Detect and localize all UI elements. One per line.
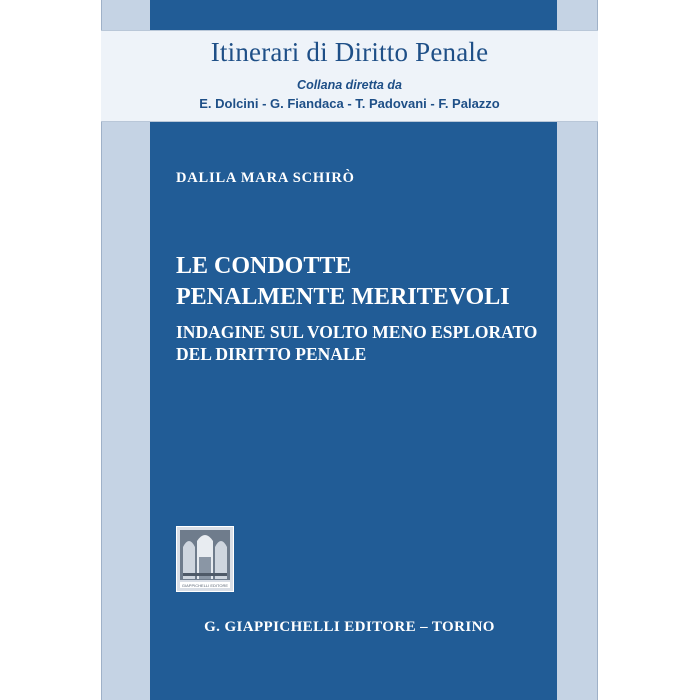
logo-caption: GIAPPICHELLI EDITORE xyxy=(181,583,229,588)
book-title-line-1: LE CONDOTTE xyxy=(176,253,352,279)
series-direction-label: Collana diretta da xyxy=(297,78,402,92)
book-subtitle-line-1: INDAGINE SUL VOLTO MENO ESPLORATO xyxy=(176,322,538,342)
book-title xyxy=(176,251,546,313)
series-header xyxy=(101,30,598,122)
publisher-logo-image xyxy=(177,527,233,591)
series-title: Itinerari di Diritto Penale xyxy=(210,37,489,67)
book-title-line-2: PENALMENTE MERITEVOLI xyxy=(176,284,510,310)
series-editors: E. Dolcini - G. Fiandaca - T. Padovani - F. Palazzo xyxy=(199,96,500,111)
publisher-logo xyxy=(176,526,234,592)
publisher-name: G. GIAPPICHELLI EDITORE – TORINO xyxy=(204,619,495,635)
author-name: DALILA MARA SCHIRÒ xyxy=(176,170,355,186)
book-subtitle-line-2: DEL DIRITTO PENALE xyxy=(176,344,367,364)
book-cover xyxy=(101,0,598,700)
book-subtitle xyxy=(176,321,556,365)
